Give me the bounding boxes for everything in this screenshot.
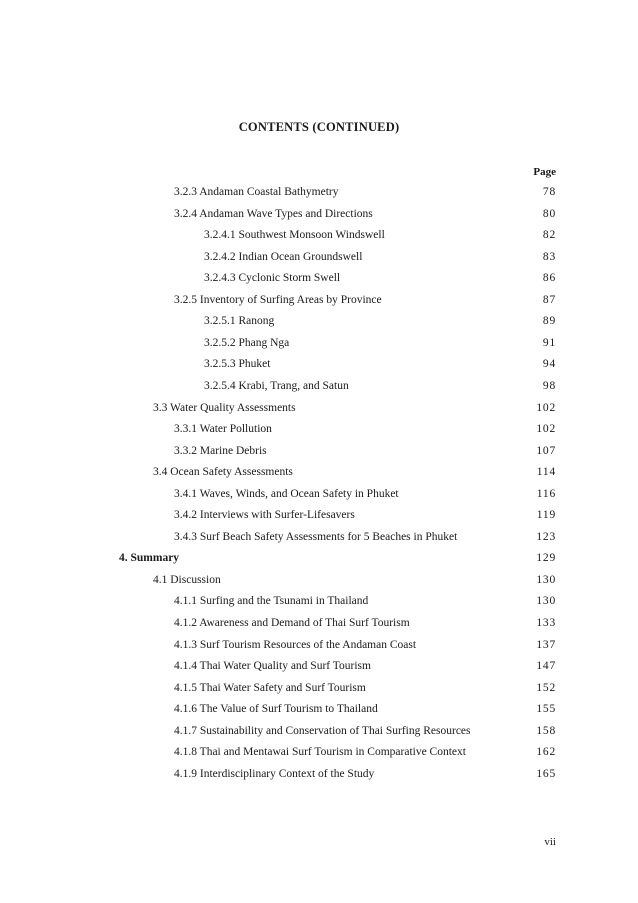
toc-entry-label: 4.1.4 Thai Water Quality and Surf Tourism <box>174 660 371 673</box>
toc-entry <box>0 593 638 609</box>
toc-entry-page: 83 <box>542 250 556 263</box>
toc-entry-page: 87 <box>542 293 556 306</box>
toc-entry <box>0 680 638 696</box>
toc-entry <box>0 313 638 329</box>
toc-entry-page: 116 <box>536 487 556 500</box>
toc-entry-label: 3.3 Water Quality Assessments <box>153 401 296 414</box>
page-column-header: Page <box>533 166 556 178</box>
toc-entry-label: 3.2.4.3 Cyclonic Storm Swell <box>204 272 341 285</box>
toc-entry <box>0 335 638 351</box>
toc-entry-page: 82 <box>542 229 556 242</box>
toc-entry-label: 3.2.5.2 Phang Nga <box>204 336 290 349</box>
toc-entry-label: 4.1.8 Thai and Mentawai Surf Tourism in Comparative Context <box>174 746 466 759</box>
toc-entry-page: 114 <box>536 466 556 479</box>
toc-entry <box>0 464 638 480</box>
toc-entry-page: 162 <box>536 746 556 759</box>
toc-entry-label: 4.1.2 Awareness and Demand of Thai Surf Tourism <box>174 617 410 629</box>
toc-entry-page: 155 <box>536 703 556 716</box>
toc-entry <box>0 615 638 631</box>
toc-entry-page: 165 <box>536 767 556 780</box>
toc-entry <box>0 292 638 308</box>
toc-entry-label: 3.4.2 Interviews with Surfer-Lifesavers <box>174 509 355 522</box>
toc-entry <box>0 572 638 588</box>
toc-entry-page: 123 <box>536 530 556 543</box>
toc-entry <box>0 443 638 459</box>
toc-entry-label: 3.4.3 Surf Beach Safety Assessments for 5 Beaches in Phuket <box>174 530 458 543</box>
toc-entry-label: 3.2.4.1 Southwest Monsoon Windswell <box>204 229 385 242</box>
toc-entry-page: 86 <box>542 272 556 285</box>
page-title: CONTENTS (CONTINUED) <box>238 120 400 134</box>
toc-entry <box>0 658 638 674</box>
toc-entry-page: 133 <box>536 617 556 629</box>
toc-entry-label: 3.2.3 Andaman Coastal Bathymetry <box>174 186 339 198</box>
toc-entry <box>0 356 638 372</box>
toc-entry-page: 119 <box>536 509 556 522</box>
toc-entry-label: 4.1.9 Interdisciplinary Context of the Study <box>174 767 375 780</box>
toc-entry <box>0 400 638 416</box>
toc-entry-page: 152 <box>536 681 556 694</box>
toc-entry-page: 94 <box>542 358 556 371</box>
toc-entry-page: 137 <box>536 638 556 651</box>
toc-entry <box>0 270 638 286</box>
toc-entry-page: 129 <box>536 552 556 565</box>
toc-entry-label: 4.1.5 Thai Water Safety and Surf Tourism <box>174 681 366 694</box>
toc-entry-label: 3.2.4 Andaman Wave Types and Directions <box>174 207 373 220</box>
toc-entry-page: 147 <box>536 660 556 673</box>
toc-entry-page: 89 <box>542 315 556 328</box>
toc-entry <box>0 227 638 243</box>
toc-entry-label: 4.1.1 Surfing and the Tsunami in Thailand <box>174 595 369 608</box>
toc-entry-page: 98 <box>542 379 556 392</box>
toc-entry <box>0 529 638 545</box>
toc-entry <box>0 637 638 653</box>
toc-entry-page: 80 <box>542 207 556 220</box>
toc-entry-label: 4.1.3 Surf Tourism Resources of the Andaman Coast <box>174 638 417 651</box>
toc-entry <box>0 744 638 760</box>
toc-entry-label: 3.2.4.2 Indian Ocean Groundswell <box>204 250 363 263</box>
toc-entry <box>0 766 638 782</box>
toc-entry <box>0 249 638 265</box>
toc-entry-label: 3.4.1 Waves, Winds, and Ocean Safety in Phuket <box>174 487 399 500</box>
toc-entry-label: 3.2.5.1 Ranong <box>204 315 275 328</box>
toc-entry-page: 130 <box>536 595 556 608</box>
toc-entry <box>0 486 638 502</box>
toc-entry-page: 102 <box>536 423 556 436</box>
toc-entry <box>0 421 638 437</box>
toc-entry <box>0 206 638 222</box>
toc-entry-label: 4.1.7 Sustainability and Conservation of Thai Surfing Resources <box>174 724 471 737</box>
toc-entry-label: 4. Summary <box>119 552 180 565</box>
toc-entry-label: 3.2.5.3 Phuket <box>204 358 271 371</box>
toc-entry-label: 4.1 Discussion <box>153 573 221 586</box>
toc-entry-label: 3.2.5.4 Krabi, Trang, and Satun <box>204 379 349 392</box>
toc-entry <box>0 723 638 739</box>
toc-entry-page: 91 <box>542 336 556 349</box>
toc-entry-label: 3.2.5 Inventory of Surfing Areas by Province <box>174 293 382 306</box>
toc-entry <box>0 507 638 523</box>
toc-entry <box>0 701 638 717</box>
toc-entry <box>0 184 638 200</box>
toc-entry-page: 107 <box>536 444 556 457</box>
toc-entry-page: 130 <box>536 573 556 586</box>
toc-entry-label: 4.1.6 The Value of Surf Tourism to Thailand <box>174 703 378 716</box>
toc-entry-label: 3.4 Ocean Safety Assessments <box>153 466 293 479</box>
toc-entry-page: 158 <box>536 724 556 737</box>
page-number: vii <box>544 836 556 848</box>
toc-entry-page: 102 <box>536 401 556 414</box>
toc-entry <box>0 550 638 566</box>
toc-entry <box>0 378 638 394</box>
toc-entry-label: 3.3.2 Marine Debris <box>174 444 267 457</box>
toc-entry-page: 78 <box>542 186 556 198</box>
toc-entry-label: 3.3.1 Water Pollution <box>174 423 272 436</box>
